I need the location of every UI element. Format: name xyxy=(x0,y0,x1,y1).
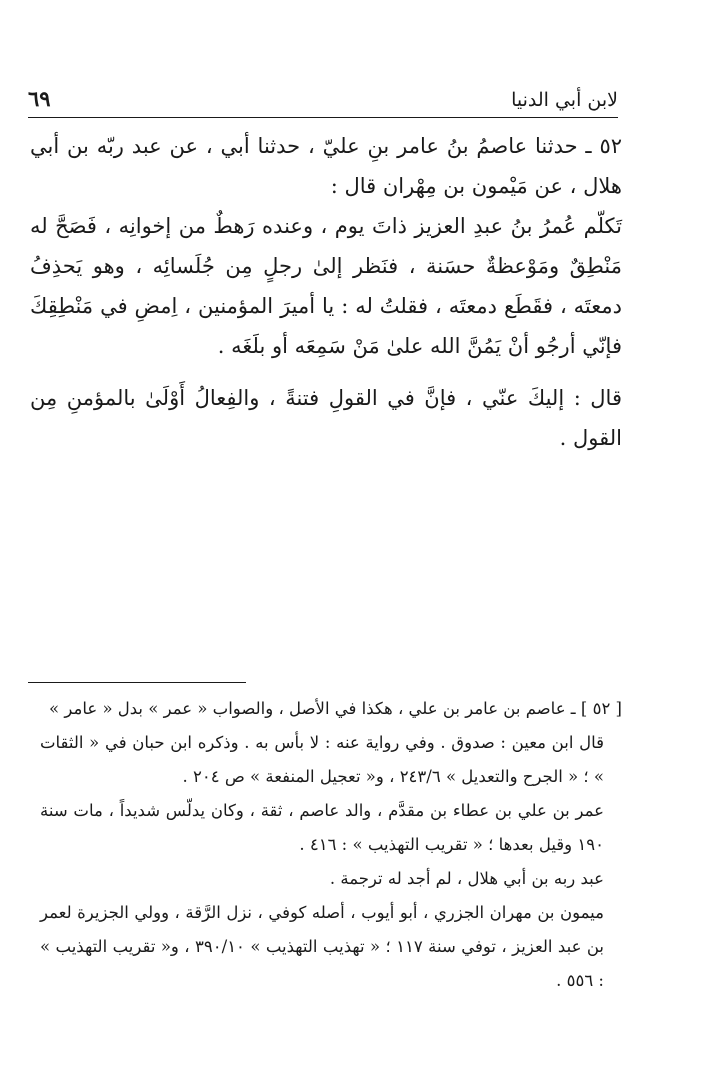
running-title: لابن أبي الدنيا xyxy=(511,89,618,111)
page-number: ٦٩ xyxy=(28,86,51,111)
footnote-heading: [ ٥٢ ] ـ عاصم بن عامر بن علي ، هكذا في الأصل ، والصواب « عمر » بدل « عامر » xyxy=(49,699,622,718)
footnote-paragraph: ميمون بن مهران الجزري ، أبو أيوب ، أصله كوفي ، نزل الرَّقة ، وولي الجزيرة لعمر بن عبد العزيز ، توفي سنة ١١٧ ؛ « تهذيب التهذيب » ٣٩٠/١٠ ، و« تقريب التهذيب » : ٥٥٦ . xyxy=(40,903,604,990)
footnote-divider xyxy=(28,682,246,683)
narration-response: قال : إليكَ عنّي ، فإنَّ في القولِ فتنةً ، والفِعالُ أَوْلَىٰ بالمؤمنِ مِن القول . xyxy=(30,386,622,450)
footnote-paragraph: قال ابن معين : صدوق . وفي رواية عنه : لا بأس به . وذكره ابن حبان في « الثقات » ؛ « الجرح والتعديل » ٢٤٣/٦ ، و« تعجيل المنفعة » ص ٢٠٤ . xyxy=(40,733,604,786)
footnotes xyxy=(40,692,622,998)
main-text xyxy=(30,126,622,458)
footnote-paragraph: عمر بن علي بن عطاء بن مقدَّم ، والد عاصم ، ثقة ، وكان يدلّس شديداً ، مات سنة ١٩٠ وقيل بعدها ؛ « تقريب التهذيب » : ٤١٦ . xyxy=(40,801,604,854)
narration-body: تَكلّم عُمرُ بنُ عبدِ العزيز ذاتَ يوم ، وعنده رَهطٌ من إخوانِه ، فَصَحَّ له مَنْطِقٌ ومَوْعظةٌ حسَنة ، فنَظر إلىٰ رجلٍ مِن جُلَسائِه ، وهو يَحذِفُ دمعتَه ، فقَطَع دمعتَه ، فقلتُ له : يا أميرَ المؤمنين ، اِمضِ في مَنْطِقِكَ فإنّي أرجُو أنْ يَمُنَّ الله علىٰ مَنْ سَمِعَه أو بلَغَه . xyxy=(30,214,622,358)
page-header xyxy=(28,88,618,118)
narration-isnad: ٥٢ ـ حدثنا عاصمُ بنُ عامر بنِ عليّ ، حدثنا أبي ، عن عبد ربّه بن أبي هلال ، عن مَيْمون بن مِهْران قال : xyxy=(30,134,622,198)
footnote-paragraph: عبد ربه بن أبي هلال ، لم أجد له ترجمة . xyxy=(329,869,604,888)
